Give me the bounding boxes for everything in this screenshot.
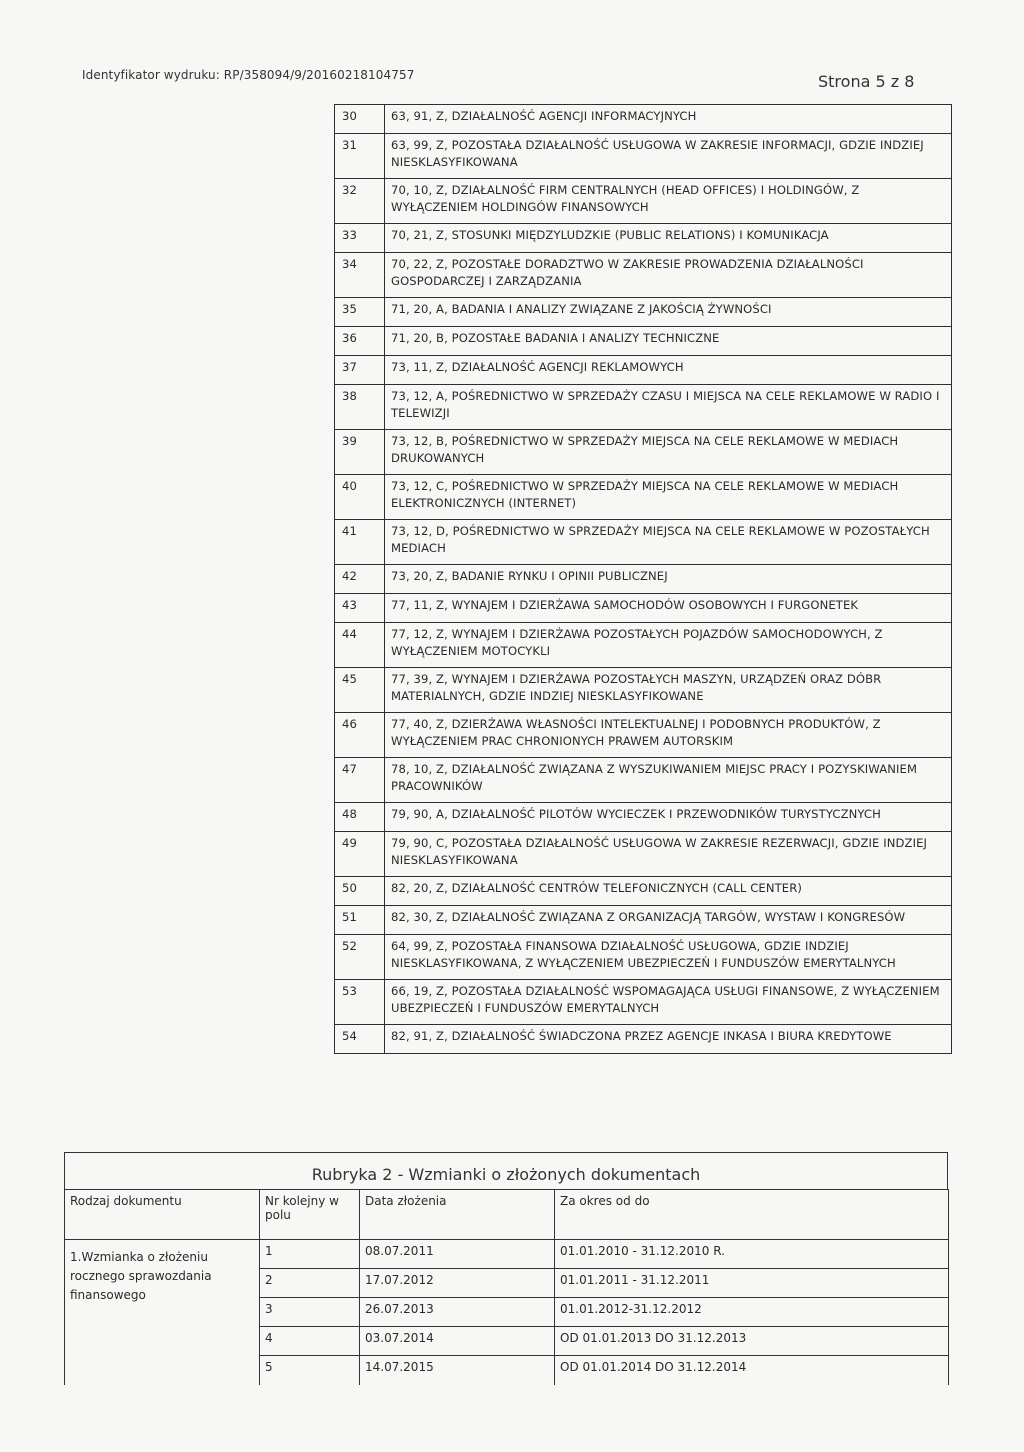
pkd-row (335, 179, 952, 224)
document-period: 01.01.2011 - 31.12.2011 (555, 1269, 949, 1298)
pkd-row (335, 758, 952, 803)
pkd-row-number: 31 (335, 134, 385, 179)
pkd-row (335, 253, 952, 298)
pkd-row-number: 53 (335, 980, 385, 1025)
document-number: 3 (260, 1298, 360, 1327)
pkd-row (335, 134, 952, 179)
pkd-row-number: 32 (335, 179, 385, 224)
pkd-activity-description: 73, 12, C, POŚREDNICTWO W SPRZEDAŻY MIEJSCA NA CELE REKLAMOWE W MEDIACH ELEKTRONICZNYCH (INTERNET) (385, 475, 952, 520)
pkd-activity-description: 77, 39, Z, WYNAJEM I DZIERŻAWA POZOSTAŁYCH MASZYN, URZĄDZEŃ ORAZ DÓBR MATERIALNYCH, GDZIE INDZIEJ NIESKLASYFIKOWANE (385, 668, 952, 713)
pkd-row-number: 40 (335, 475, 385, 520)
print-identifier: Identyfikator wydruku: RP/358094/9/20160218104757 (82, 68, 415, 82)
pkd-activity-description: 73, 11, Z, DZIAŁALNOŚĆ AGENCJI REKLAMOWYCH (385, 356, 952, 385)
documents-header-row (65, 1190, 949, 1240)
pkd-row (335, 430, 952, 475)
document-number: 4 (260, 1327, 360, 1356)
document-date: 03.07.2014 (360, 1327, 555, 1356)
document-date: 17.07.2012 (360, 1269, 555, 1298)
pkd-row (335, 935, 952, 980)
document-period: 01.01.2010 - 31.12.2010 R. (555, 1240, 949, 1269)
pkd-row-number: 50 (335, 877, 385, 906)
pkd-activity-description: 77, 12, Z, WYNAJEM I DZIERŻAWA POZOSTAŁYCH POJAZDÓW SAMOCHODOWYCH, Z WYŁĄCZENIEM MOTOCYKLI (385, 623, 952, 668)
pkd-row-number: 49 (335, 832, 385, 877)
pkd-row-number: 43 (335, 594, 385, 623)
header-date: Data złożenia (360, 1190, 555, 1240)
pkd-activity-description: 73, 12, A, POŚREDNICTWO W SPRZEDAŻY CZASU I MIEJSCA NA CELE REKLAMOWE W RADIO I TELEWIZJI (385, 385, 952, 430)
pkd-row-number: 35 (335, 298, 385, 327)
pkd-activity-description: 64, 99, Z, POZOSTAŁA FINANSOWA DZIAŁALNOŚĆ USŁUGOWA, GDZIE INDZIEJ NIESKLASYFIKOWANA, Z WYŁĄCZENIEM UBEZPIECZEŃ I FUNDUSZÓW EMERYTALNYCH (385, 935, 952, 980)
pkd-row-number: 33 (335, 224, 385, 253)
pkd-row (335, 906, 952, 935)
pkd-row-number: 42 (335, 565, 385, 594)
pkd-row (335, 980, 952, 1025)
pkd-activity-description: 66, 19, Z, POZOSTAŁA DZIAŁALNOŚĆ WSPOMAGAJĄCA USŁUGI FINANSOWE, Z WYŁĄCZENIEM UBEZPIECZEŃ I FUNDUSZÓW EMERYTALNYCH (385, 980, 952, 1025)
pkd-row (335, 520, 952, 565)
pkd-activity-description: 70, 22, Z, POZOSTAŁE DORADZTWO W ZAKRESIE PROWADZENIA DZIAŁALNOŚCI GOSPODARCZEJ I ZARZĄDZANIA (385, 253, 952, 298)
pkd-activity-description: 82, 20, Z, DZIAŁALNOŚĆ CENTRÓW TELEFONICZNYCH (CALL CENTER) (385, 877, 952, 906)
section-2-title: Rubryka 2 - Wzmianki o złożonych dokumentach (64, 1152, 948, 1190)
pkd-row (335, 668, 952, 713)
document-period: OD 01.01.2014 DO 31.12.2014 (555, 1356, 949, 1385)
page-number: Strona 5 z 8 (818, 72, 915, 91)
pkd-row-number: 46 (335, 713, 385, 758)
pkd-row (335, 327, 952, 356)
documents-table (64, 1189, 949, 1385)
pkd-activity-description: 71, 20, A, BADANIA I ANALIZY ZWIĄZANE Z JAKOŚCIĄ ŻYWNOŚCI (385, 298, 952, 327)
pkd-activity-description: 73, 12, B, POŚREDNICTWO W SPRZEDAŻY MIEJSCA NA CELE REKLAMOWE W MEDIACH DRUKOWANYCH (385, 430, 952, 475)
pkd-row (335, 105, 952, 134)
pkd-row (335, 356, 952, 385)
pkd-row (335, 475, 952, 520)
header-period: Za okres od do (555, 1190, 949, 1240)
header-doc-type: Rodzaj dokumentu (65, 1190, 260, 1240)
pkd-row-number: 54 (335, 1025, 385, 1054)
pkd-row (335, 224, 952, 253)
section-2-documents (64, 1152, 946, 1452)
pkd-row (335, 832, 952, 877)
pkd-row (335, 877, 952, 906)
pkd-row-number: 48 (335, 803, 385, 832)
pkd-activities-table (334, 104, 952, 1054)
pkd-row-number: 37 (335, 356, 385, 385)
pkd-row-number: 41 (335, 520, 385, 565)
pkd-activity-description: 82, 91, Z, DZIAŁALNOŚĆ ŚWIADCZONA PRZEZ AGENCJE INKASA I BIURA KREDYTOWE (385, 1025, 952, 1054)
pkd-activity-description: 70, 21, Z, STOSUNKI MIĘDZYLUDZKIE (PUBLIC RELATIONS) I KOMUNIKACJA (385, 224, 952, 253)
pkd-row-number: 38 (335, 385, 385, 430)
pkd-row-number: 52 (335, 935, 385, 980)
document-date: 08.07.2011 (360, 1240, 555, 1269)
document-number: 5 (260, 1356, 360, 1385)
pkd-row (335, 713, 952, 758)
pkd-row (335, 803, 952, 832)
pkd-row (335, 385, 952, 430)
document-type-label: 1.Wzmianka o złożeniu rocznego sprawozdania finansowego (65, 1240, 260, 1385)
document-number: 1 (260, 1240, 360, 1269)
pkd-row-number: 36 (335, 327, 385, 356)
documents-row (65, 1240, 949, 1269)
document-number: 2 (260, 1269, 360, 1298)
pkd-activity-description: 70, 10, Z, DZIAŁALNOŚĆ FIRM CENTRALNYCH (HEAD OFFICES) I HOLDINGÓW, Z WYŁĄCZENIEM HOLDINGÓW FINANSOWYCH (385, 179, 952, 224)
pkd-activity-description: 71, 20, B, POZOSTAŁE BADANIA I ANALIZY TECHNICZNE (385, 327, 952, 356)
pkd-row-number: 45 (335, 668, 385, 713)
pkd-row (335, 1025, 952, 1054)
pkd-activity-description: 63, 99, Z, POZOSTAŁA DZIAŁALNOŚĆ USŁUGOWA W ZAKRESIE INFORMACJI, GDZIE INDZIEJ NIESKLASYFIKOWANA (385, 134, 952, 179)
pkd-row-number: 44 (335, 623, 385, 668)
pkd-activity-description: 79, 90, C, POZOSTAŁA DZIAŁALNOŚĆ USŁUGOWA W ZAKRESIE REZERWACJI, GDZIE INDZIEJ NIESKLASYFIKOWANA (385, 832, 952, 877)
pkd-activity-description: 73, 12, D, POŚREDNICTWO W SPRZEDAŻY MIEJSCA NA CELE REKLAMOWE W POZOSTAŁYCH MEDIACH (385, 520, 952, 565)
document-period: 01.01.2012-31.12.2012 (555, 1298, 949, 1327)
pkd-row-number: 51 (335, 906, 385, 935)
pkd-row (335, 565, 952, 594)
pkd-activity-description: 78, 10, Z, DZIAŁALNOŚĆ ZWIĄZANA Z WYSZUKIWANIEM MIEJSC PRACY I POZYSKIWANIEM PRACOWNIKÓW (385, 758, 952, 803)
document-date: 26.07.2013 (360, 1298, 555, 1327)
pkd-row (335, 623, 952, 668)
pkd-row-number: 47 (335, 758, 385, 803)
document-date: 14.07.2015 (360, 1356, 555, 1385)
pkd-row (335, 298, 952, 327)
document-period: OD 01.01.2013 DO 31.12.2013 (555, 1327, 949, 1356)
pkd-activity-description: 77, 11, Z, WYNAJEM I DZIERŻAWA SAMOCHODÓW OSOBOWYCH I FURGONETEK (385, 594, 952, 623)
pkd-row-number: 39 (335, 430, 385, 475)
pkd-activity-description: 73, 20, Z, BADANIE RYNKU I OPINII PUBLICZNEJ (385, 565, 952, 594)
pkd-row-number: 30 (335, 105, 385, 134)
pkd-activity-description: 77, 40, Z, DZIERŻAWA WŁASNOŚCI INTELEKTUALNEJ I PODOBNYCH PRODUKTÓW, Z WYŁĄCZENIEM PRAC CHRONIONYCH PRAWEM AUTORSKIM (385, 713, 952, 758)
pkd-row (335, 594, 952, 623)
pkd-activity-description: 82, 30, Z, DZIAŁALNOŚĆ ZWIĄZANA Z ORGANIZACJĄ TARGÓW, WYSTAW I KONGRESÓW (385, 906, 952, 935)
pkd-row-number: 34 (335, 253, 385, 298)
pkd-activity-description: 79, 90, A, DZIAŁALNOŚĆ PILOTÓW WYCIECZEK I PRZEWODNIKÓW TURYSTYCZNYCH (385, 803, 952, 832)
pkd-activity-description: 63, 91, Z, DZIAŁALNOŚĆ AGENCJI INFORMACYJNYCH (385, 105, 952, 134)
header-number: Nr kolejny w polu (260, 1190, 360, 1240)
